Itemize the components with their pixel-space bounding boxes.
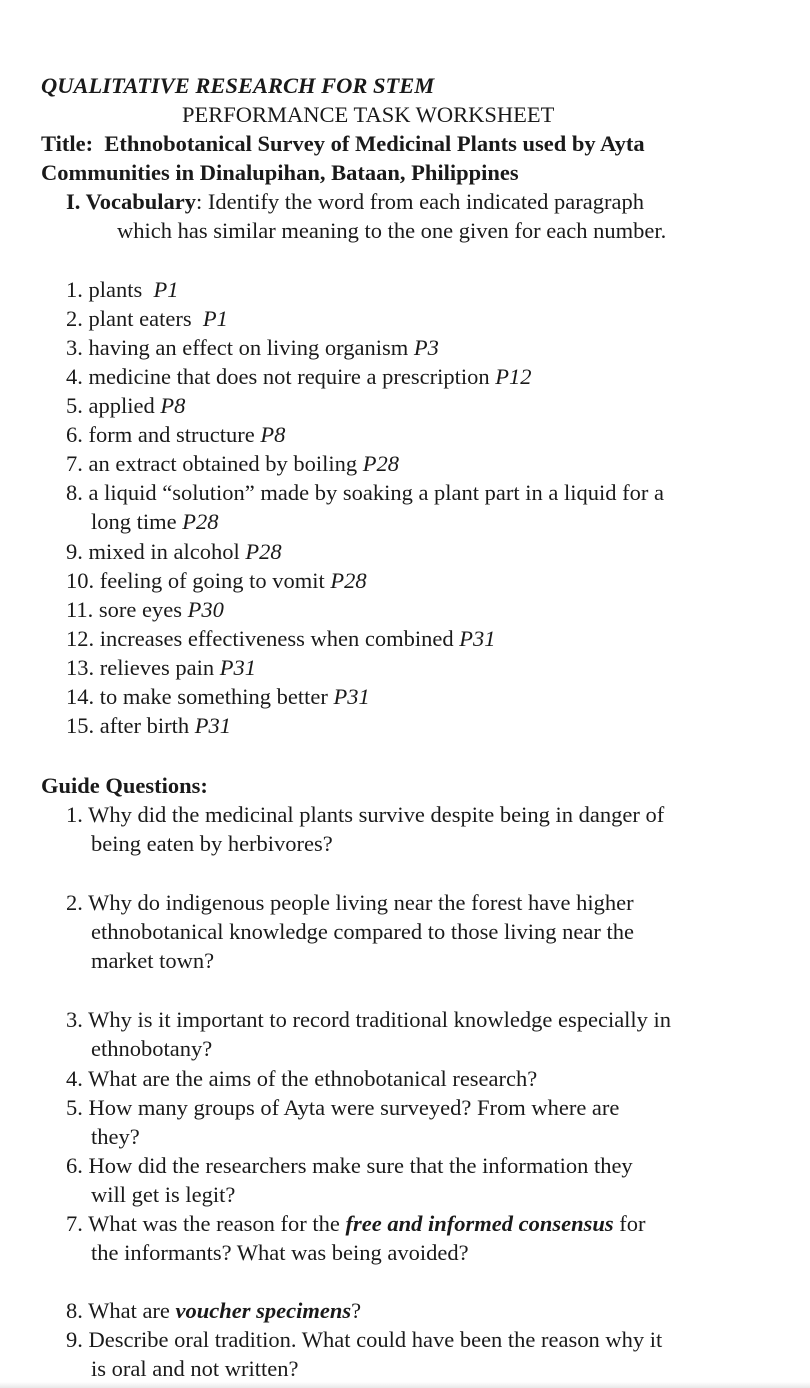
question-number: 4. (66, 1066, 83, 1091)
paragraph-ref: P12 (495, 364, 532, 389)
question-number: 7. (66, 1211, 83, 1236)
vocabulary-instruction-1: : Identify the word from each indicated paragraph (196, 189, 644, 214)
paragraph-ref: P31 (333, 684, 370, 709)
item-text: applied (88, 393, 155, 418)
guide-question (66, 1296, 361, 1325)
paragraph-ref: P30 (187, 597, 224, 622)
question-text: How many groups of Ayta were surveyed? From where are (88, 1095, 620, 1120)
guide-question (66, 1151, 633, 1180)
vocabulary-instruction (66, 187, 644, 216)
worksheet-title: PERFORMANCE TASK WORKSHEET (182, 102, 555, 127)
question-text: for (613, 1211, 646, 1236)
question-text: What are the aims of the ethnobotanical research? (88, 1066, 538, 1091)
question-number: 6. (66, 1153, 83, 1178)
title-text-1: Ethnobotanical Survey of Medicinal Plants used by Ayta (104, 131, 645, 156)
question-text: Why is it important to record traditional knowledge especially in (88, 1007, 672, 1032)
emphasized-term: free and informed consensus (345, 1211, 614, 1236)
paragraph-ref: P1 (202, 306, 228, 331)
vocabulary-item (66, 595, 224, 624)
question-number: 8. (66, 1298, 83, 1323)
guide-question (66, 800, 664, 829)
item-text: a liquid “solution” made by soaking a plant part in a liquid for a (88, 480, 664, 505)
paragraph-ref: P28 (330, 568, 367, 593)
paragraph-ref: P28 (182, 509, 219, 534)
guide-question (66, 1325, 662, 1354)
item-text: plant eaters (88, 306, 192, 331)
paragraph-ref: P31 (459, 626, 496, 651)
paragraph-ref: P28 (362, 451, 400, 476)
paragraph-ref: P31 (194, 713, 231, 738)
item-number: 1. (66, 277, 83, 302)
item-text: after birth (99, 713, 190, 738)
item-text: feeling of going to vomit (99, 568, 325, 593)
item-text: form and structure (88, 422, 255, 447)
vocabulary-item (66, 624, 495, 653)
item-number: 4. (66, 364, 83, 389)
item-text: plants (88, 277, 143, 302)
item-text: an extract obtained by boiling (88, 451, 358, 476)
question-text: Describe oral tradition. What could have been the reason why it (88, 1327, 663, 1352)
paragraph-ref: P31 (219, 655, 256, 680)
vocabulary-item (66, 566, 367, 595)
item-number: 15. (66, 713, 95, 738)
guide-question (66, 1005, 671, 1034)
question-number: 1. (66, 802, 83, 827)
question-text-continued: ethnobotany? (91, 1036, 213, 1061)
question-number: 9. (66, 1327, 83, 1352)
paper-title-line-1 (41, 129, 645, 158)
paragraph-ref: P1 (153, 277, 179, 302)
vocabulary-item (66, 333, 439, 362)
paragraph-ref: P8 (160, 393, 186, 418)
question-text-continued: the informants? What was being avoided? (91, 1240, 469, 1265)
item-number: 9. (66, 539, 83, 564)
question-text-continued: will get is legit? (91, 1182, 236, 1207)
item-number: 13. (66, 655, 95, 680)
item-number: 5. (66, 393, 83, 418)
question-text-continued: ethnobotanical knowledge compared to those living near the (91, 919, 634, 944)
paragraph-ref: P28 (245, 539, 282, 564)
page-bottom-edge (0, 1382, 810, 1388)
guide-questions-heading: Guide Questions: (41, 773, 208, 798)
question-text: What was the reason for the (88, 1211, 346, 1236)
vocabulary-item (66, 711, 231, 740)
item-text: to make something better (99, 684, 328, 709)
item-text: relieves pain (99, 655, 215, 680)
guide-question (66, 1209, 646, 1238)
vocabulary-item (66, 362, 532, 391)
item-number: 8. (66, 480, 83, 505)
item-text: sore eyes (98, 597, 183, 622)
paragraph-ref: P8 (260, 422, 286, 447)
item-text: medicine that does not require a prescription (88, 364, 490, 389)
vocabulary-item (66, 420, 285, 449)
question-number: 3. (66, 1007, 83, 1032)
vocabulary-item (66, 682, 370, 711)
item-number: 10. (66, 568, 95, 593)
item-text: long time (91, 509, 177, 534)
item-number: 7. (66, 451, 83, 476)
item-number: 11. (66, 597, 94, 622)
item-number: 6. (66, 422, 83, 447)
item-number: 12. (66, 626, 95, 651)
vocabulary-item (66, 537, 282, 566)
emphasized-term: voucher specimens (175, 1298, 352, 1323)
question-text: What are (88, 1298, 176, 1323)
paper-title-line-2: Communities in Dinalupihan, Bataan, Philippines (41, 160, 519, 185)
item-text: increases effectiveness when combined (99, 626, 454, 651)
title-label: Title: (41, 131, 94, 156)
vocabulary-heading: I. Vocabulary (66, 189, 197, 214)
vocabulary-item (66, 653, 256, 682)
vocabulary-item (66, 478, 664, 507)
vocabulary-item (66, 275, 179, 304)
guide-question (66, 1093, 619, 1122)
vocabulary-item-continued (91, 507, 219, 536)
question-number: 2. (66, 890, 83, 915)
guide-question (66, 888, 634, 917)
question-text-continued: is oral and not written? (91, 1356, 299, 1381)
question-text: How did the researchers make sure that the information they (88, 1153, 633, 1178)
question-text: Why do indigenous people living near the forest have higher (88, 890, 634, 915)
vocabulary-instruction-2: which has similar meaning to the one given for each number. (117, 218, 667, 243)
paragraph-ref: P3 (413, 335, 439, 360)
question-text-continued: they? (91, 1124, 140, 1149)
item-number: 14. (66, 684, 95, 709)
question-text: ? (351, 1298, 362, 1323)
vocabulary-item (66, 449, 399, 478)
item-number: 3. (66, 335, 83, 360)
guide-question (66, 1064, 537, 1093)
question-text-continued: being eaten by herbivores? (91, 831, 333, 856)
item-text: mixed in alcohol (88, 539, 240, 564)
vocabulary-item (66, 304, 228, 333)
course-title: QUALITATIVE RESEARCH FOR STEM (41, 73, 435, 98)
vocabulary-item (66, 391, 185, 420)
question-text-continued: market town? (91, 948, 215, 973)
item-number: 2. (66, 306, 83, 331)
question-number: 5. (66, 1095, 83, 1120)
question-text: Why did the medicinal plants survive despite being in danger of (88, 802, 665, 827)
item-text: having an effect on living organism (88, 335, 409, 360)
